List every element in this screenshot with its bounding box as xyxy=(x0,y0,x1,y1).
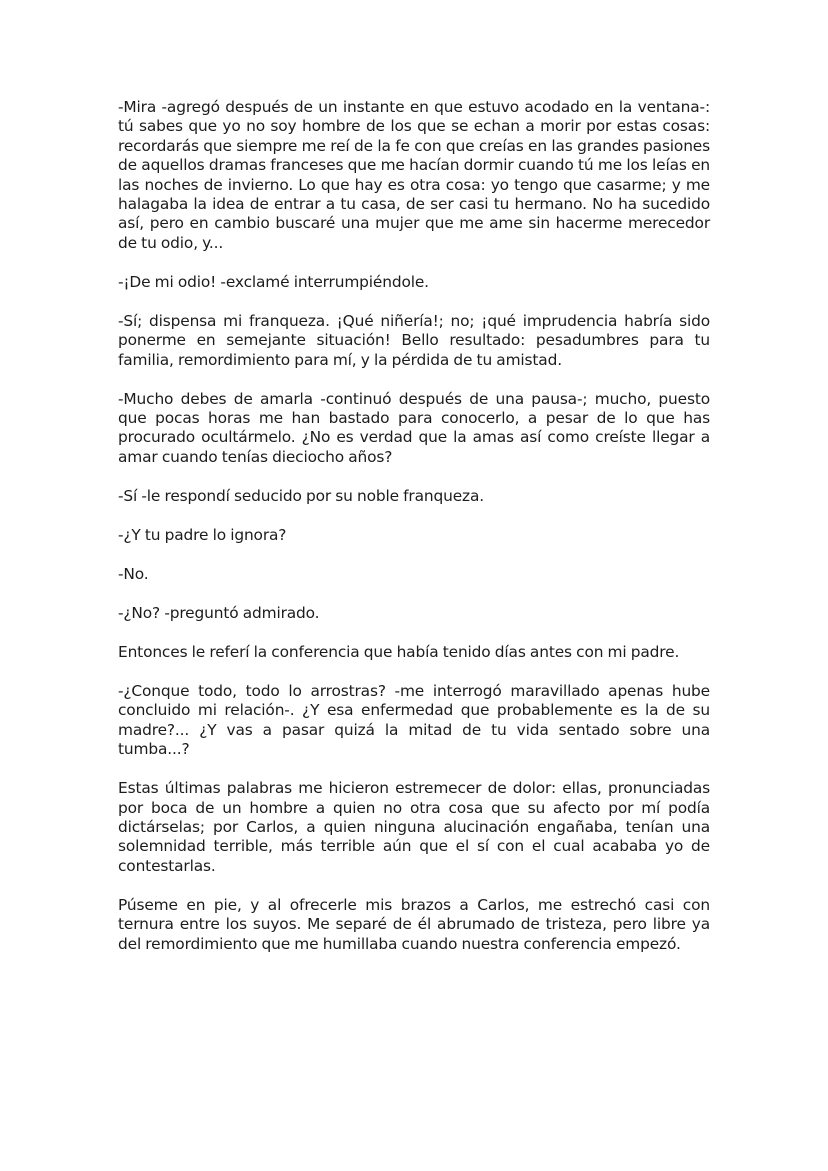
paragraph-10: -¿Conque todo, todo lo arrostras? -me interrogó maravillado apenas hube concluido mi relación-. ¿Y esa enfermedad que probablemente es la de su madre?... ¿Y vas a pasar quizá la mitad de tu vida sentado sobre una tumba...? xyxy=(118,681,710,759)
document-page xyxy=(118,98,710,974)
paragraph-2: -¡De mi odio! -exclamé interrumpiéndole. xyxy=(118,272,429,291)
paragraph-11: Estas últimas palabras me hicieron estremecer de dolor: ellas, pronunciadas por boca de un hombre a quien no otra cosa que su afecto por mí podía dictárselas; por Carlos, a quien ninguna alucinación engañaba, tenían una solemnidad terrible, más terrible aún que el sí con el cual acababa yo de contestarlas. xyxy=(118,779,710,875)
paragraph-6: -¿Y tu padre lo ignora? xyxy=(118,525,287,544)
paragraph-8: -¿No? -preguntó admirado. xyxy=(118,603,320,622)
paragraph-7: -No. xyxy=(118,564,149,583)
paragraph-12: Púseme en pie, y al ofrecerle mis brazos a Carlos, me estrechó casi con ternura entre los suyos. Me separé de él abrumado de tristeza, pero libre ya del remordimiento que me humillaba cuando nuestra conferencia empezó. xyxy=(118,895,710,953)
paragraph-1: -Mira -agregó después de un instante en que estuvo acodado en la ventana-: tú sabes que yo no soy hombre de los que se echan a morir por estas cosas: recordarás que siempre me reí de la fe con que creías en las grandes pasiones de aquellos dramas franceses que me hacían dormir cuando tú me los leías en las noches de invierno. Lo que hay es otra cosa: yo tengo que casarme; y me halagaba la idea de entrar a tu casa, de ser casi tu hermano. No ha sucedido así, pero en cambio buscaré una mujer que me ame sin hacerme merecedor de tu odio, y... xyxy=(118,98,710,252)
paragraph-9: Entonces le referí la conferencia que había tenido días antes con mi padre. xyxy=(118,642,680,661)
paragraph-4: -Mucho debes de amarla -continuó después de una pausa-; mucho, puesto que pocas horas me han bastado para conocerlo, a pesar de lo que has procurado ocultármelo. ¿No es verdad que la amas así como creíste llegar a amar cuando tenías dieciocho años? xyxy=(118,389,710,466)
paragraph-3: -Sí; dispensa mi franqueza. ¡Qué niñería!; no; ¡qué imprudencia habría sido ponerme en semejante situación! Bello resultado: pesadumbres para tu familia, remordimiento para mí, y la pérdida de tu amistad. xyxy=(118,311,710,369)
paragraph-5: -Sí -le respondí seducido por su noble franqueza. xyxy=(118,486,484,505)
